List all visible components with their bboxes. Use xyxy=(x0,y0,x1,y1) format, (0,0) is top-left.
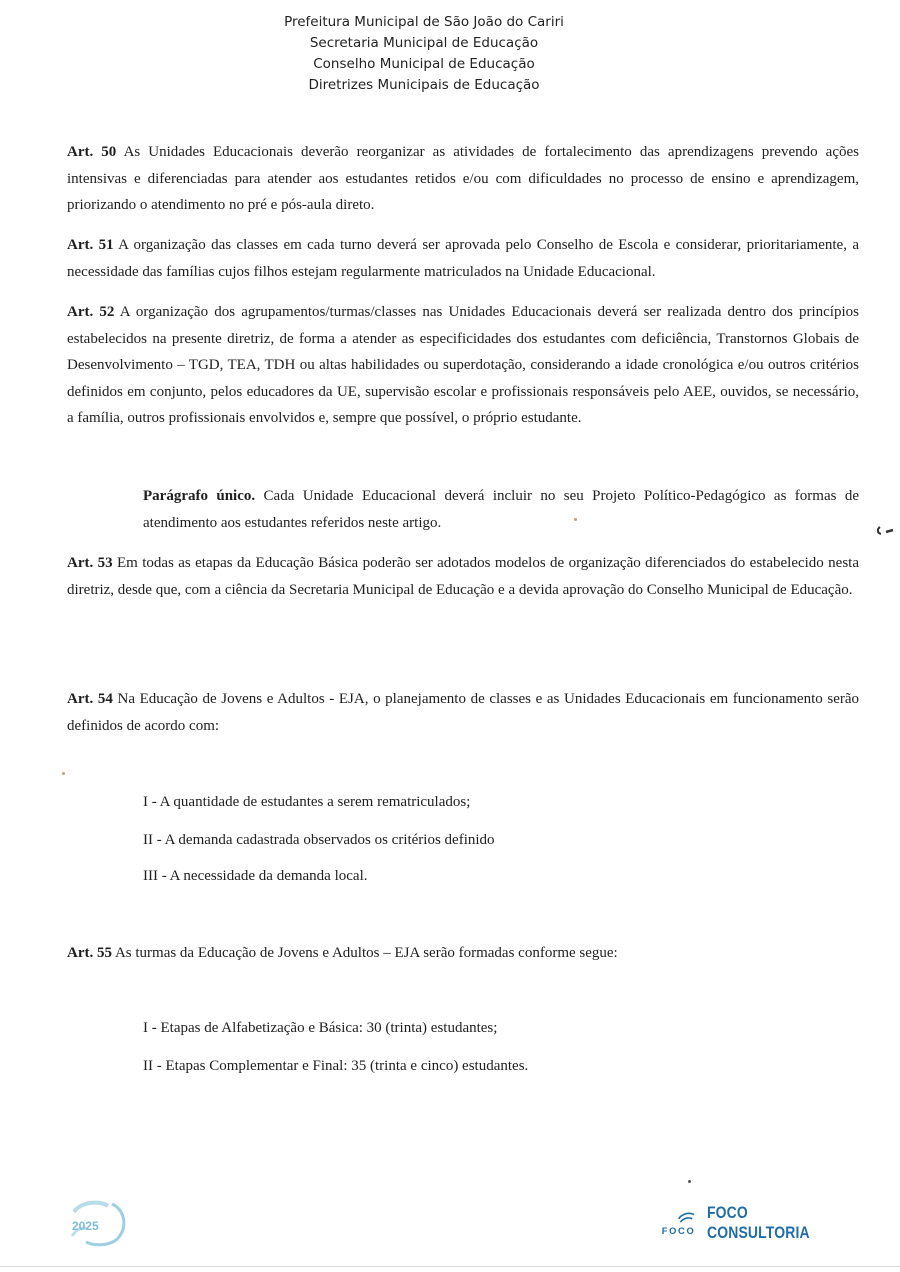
header-line-secretaria: Secretaria Municipal de Educação xyxy=(309,35,539,51)
article-52-text: A organização dos agrupamentos/turmas/classes nas Unidades Educacionais deverá ser realizada dentro dos princípios estabelecidos na presente diretriz, de forma a atender as especificidades dos estudantes com deficiência, Transtornos Globais de Desenvolvimento – TGD, TEA, TDH ou altas habilidades ou superdotação, considerando a idade cronológica e/ou outros critérios definidos em conjunto, pelos educadores da UE, supervisão escolar e profissionais responsáveis pelo AEE, ouvidos, se necessário, a família, outros profissionais envolvidos e, sempre que possível, o próprio estudante. xyxy=(67,304,859,426)
article-54-item-1: I - A quantidade de estudantes a serem rematriculados; xyxy=(143,794,471,810)
document-header xyxy=(0,12,848,96)
article-55-item-2: II - Etapas Complementar e Final: 35 (trinta e cinco) estudantes. xyxy=(143,1058,529,1074)
foco-consultoria-text: FOCO CONSULTORIA xyxy=(707,1203,810,1242)
scan-speck xyxy=(62,772,65,775)
scan-speck xyxy=(688,1180,691,1183)
foco-logo-icon xyxy=(660,1208,699,1238)
article-54-label: Art. 54 xyxy=(67,691,113,707)
article-51-text: A organização das classes em cada turno deverá ser aprovada pelo Conselho de Escola e considerar, prioritariamente, a necessidade das famílias cujos filhos estejam regularmente matriculados na Unidade Educacional. xyxy=(67,237,859,280)
article-52-paragraph xyxy=(143,483,859,536)
article-54-item-2: II - A demanda cadastrada observados os critérios definido xyxy=(143,832,495,848)
article-52-label: Art. 52 xyxy=(67,304,115,320)
paragraph-label: Parágrafo único. xyxy=(143,488,256,504)
article-55-item-1: I - Etapas de Alfabetização e Básica: 30 (trinta) estudantes; xyxy=(143,1020,498,1036)
header-line-conselho: Conselho Municipal de Educação xyxy=(313,56,535,72)
article-54-text: Na Educação de Jovens e Adultos - EJA, o planejamento de classes e as Unidades Educacionais em funcionamento serão definidos de acordo com: xyxy=(67,691,860,734)
article-53 xyxy=(67,550,859,603)
margin-mark-icon xyxy=(876,524,896,538)
paragraph-text: Cada Unidade Educacional deverá incluir no seu Projeto Político-Pedagógico as formas de atendimento aos estudantes referidos neste artigo. xyxy=(143,488,860,531)
article-52 xyxy=(67,299,859,432)
article-53-text: Em todas as etapas da Educação Básica poderão ser adotados modelos de organização diferenciados do estabelecido nesta diretriz, desde que, com a ciência da Secretaria Municipal de Educação e a devida aprovação do Conselho Municipal de Educação. xyxy=(67,555,860,598)
article-50 xyxy=(67,139,859,219)
anniversary-logo xyxy=(66,1196,132,1248)
scan-speck xyxy=(574,518,577,521)
article-50-label: Art. 50 xyxy=(67,144,117,160)
foco-consultoria-logo xyxy=(660,1203,860,1242)
article-54-item-3: III - A necessidade da demanda local. xyxy=(143,868,368,884)
article-54 xyxy=(67,686,859,739)
header-line-prefeitura: Prefeitura Municipal de São João do Cariri xyxy=(284,14,564,30)
page-bottom-rule xyxy=(0,1266,900,1267)
article-51-label: Art. 51 xyxy=(67,237,114,253)
anniversary-emblem-icon xyxy=(66,1196,132,1248)
article-53-label: Art. 53 xyxy=(67,555,113,571)
anniversary-logo-year: 2025 xyxy=(72,1219,99,1233)
header-line-diretrizes: Diretrizes Municipais de Educação xyxy=(308,77,540,93)
article-51 xyxy=(67,232,859,285)
article-55 xyxy=(67,940,859,967)
foco-logo-mark: FOCO xyxy=(661,1226,696,1237)
article-55-label: Art. 55 xyxy=(67,945,112,961)
article-50-text: As Unidades Educacionais deverão reorganizar as atividades de fortalecimento das aprendizagens prevendo ações intensivas e diferenciadas para atender aos estudantes retidos e/ou com dificuldades no processo de ensino e aprendizagem, priorizando o atendimento no pré e pós-aula direto. xyxy=(67,144,859,213)
article-55-text: As turmas da Educação de Jovens e Adultos – EJA serão formadas conforme segue: xyxy=(114,945,618,961)
